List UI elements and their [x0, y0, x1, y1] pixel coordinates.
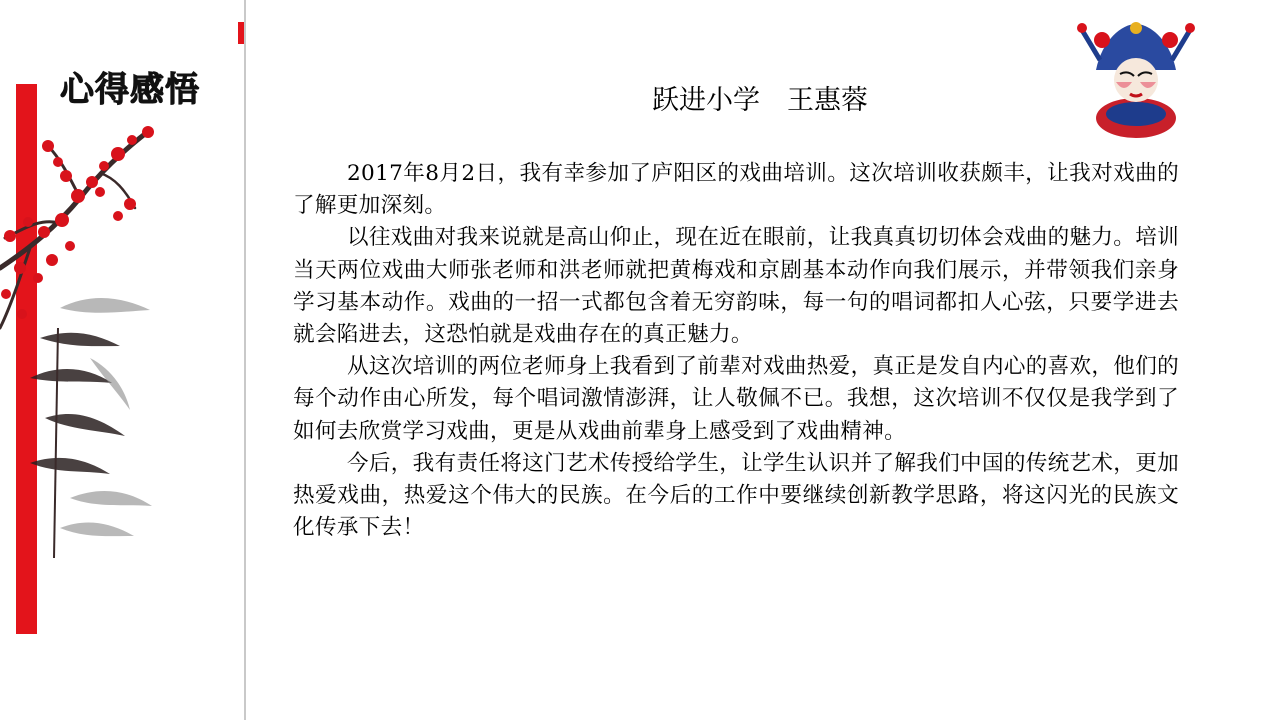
- plum-blossom-painting: [0, 118, 160, 558]
- red-accent-tick: [238, 22, 244, 44]
- vertical-divider: [244, 0, 246, 720]
- essay-paragraph: 从这次培训的两位老师身上我看到了前辈对戏曲热爱，真正是发自内心的喜欢，他们的每个动作由心所发，每个唱词激情澎湃，让人敬佩不已。我想，这次培训不仅仅是我学到了如何去欣赏学习戏曲，更是从戏曲前辈身上感受到了戏曲精神。: [293, 354, 1179, 444]
- essay-paragraph: 今后，我有责任将这门艺术传授给学生，让学生认识并了解我们中国的传统艺术，更加热爱戏曲，热爱这个伟大的民族。在今后的工作中要继续创新教学思路，将这闪光的民族文化传承下去！: [293, 450, 1179, 541]
- section-title: 心得感悟: [60, 70, 200, 110]
- essay-body: [293, 158, 1179, 544]
- essay-paragraph: 以往戏曲对我来说就是高山仰止，现在近在眼前，让我真真切切体会戏曲的魅力。培训当天两位戏曲大师张老师和洪老师就把黄梅戏和京剧基本动作向我们展示，并带领我们亲身学习基本动作。戏曲的一招一式都包含着无穷韵味，每一句的唱词都扣人心弦，只要学进去就会陷进去，这恐怕就是戏曲存在的真正魅力。: [293, 225, 1179, 348]
- peking-opera-figure: [1072, 10, 1200, 140]
- essay-paragraph: 2017年8月2日，我有幸参加了庐阳区的戏曲培训。这次培训收获颇丰，让我对戏曲的了解更加深刻。: [293, 161, 1179, 219]
- author-line: 跃进小学 王惠蓉: [652, 85, 868, 116]
